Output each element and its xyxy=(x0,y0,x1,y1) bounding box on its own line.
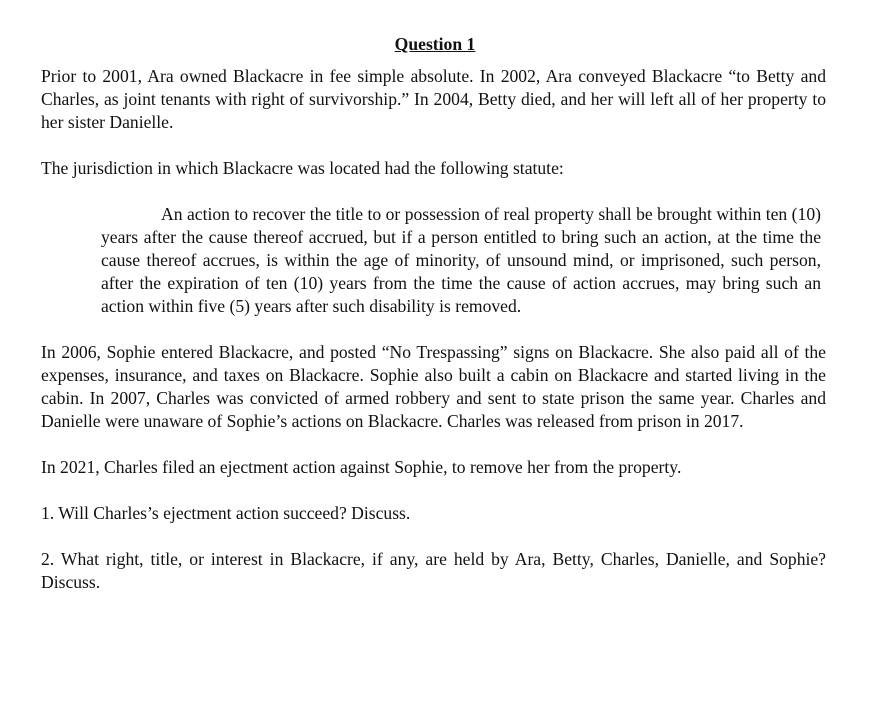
question-item-1: 1. Will Charles’s ejectment action succeed? Discuss. xyxy=(41,503,411,523)
document-page xyxy=(41,33,826,617)
facts-paragraph-2: In 2006, Sophie entered Blackacre, and posted “No Trespassing” signs on Blackacre. She also paid all of the expenses, insurance, and taxes on Blackacre. Sophie also built a cabin on Blackacre and started living in the cabin. In 2007, Charles was convicted of armed robbery and sent to state prison the same year. Charles and Danielle were unaware of Sophie’s actions on Blackacre. Charles was released from prison in 2017. xyxy=(41,342,826,431)
question-title: Question 1 xyxy=(394,34,476,54)
facts-paragraph-1: Prior to 2001, Ara owned Blackacre in fee simple absolute. In 2002, Ara conveyed Blackacre “to Betty and Charles, as joint tenants with right of survivorship.” In 2004, Betty died, and her will left all of her property to her sister Danielle. xyxy=(41,66,826,132)
facts-paragraph-3: In 2021, Charles filed an ejectment action against Sophie, to remove her from the property. xyxy=(41,457,682,477)
statute-quote: An action to recover the title to or possession of real property shall be brought within ten (10) years after the cause thereof accrued, but if a person entitled to bring such an action, at the time the cause thereof accrues, is within the age of minority, of unsound mind, or imprisoned, such person, after the expiration of ten (10) years from the time the cause of action accrues, may bring such an action within five (5) years after such disability is removed. xyxy=(101,204,821,316)
statute-intro: The jurisdiction in which Blackacre was located had the following statute: xyxy=(41,158,564,178)
question-item-2: 2. What right, title, or interest in Blackacre, if any, are held by Ara, Betty, Charles, Danielle, and Sophie? Discuss. xyxy=(41,549,826,592)
